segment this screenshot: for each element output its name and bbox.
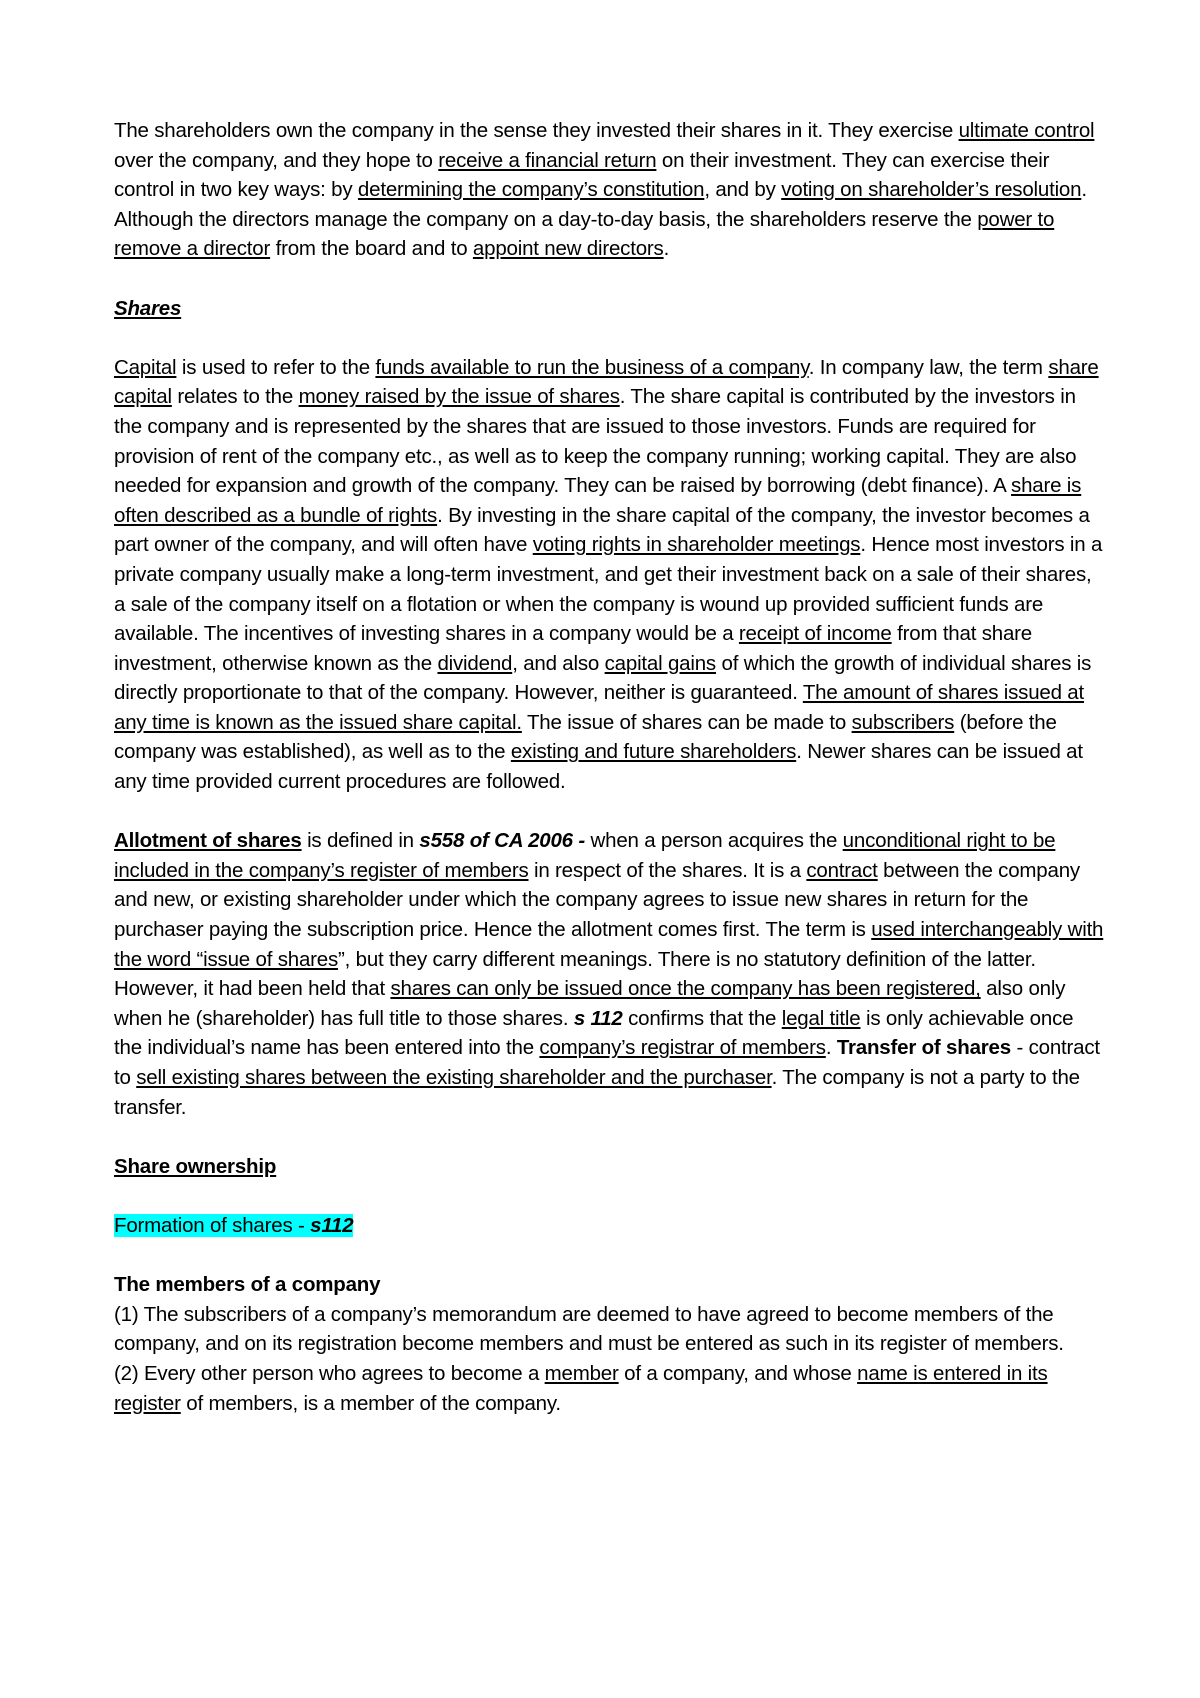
underlined-phrase: capital gains: [604, 651, 716, 675]
underlined-phrase: power to remove a director: [114, 207, 1055, 261]
blank-line: [114, 323, 1104, 353]
highlighted-text: Formation of shares - s112: [114, 1213, 354, 1237]
blank-line: [114, 1241, 1104, 1271]
underlined-phrase: Capital: [114, 355, 177, 379]
underlined-phrase: shares can only be issued once the company has been registered,: [390, 977, 981, 1001]
underlined-phrase: share is often described as a bundle of rights: [114, 474, 1082, 527]
underlined-phrase: legal title: [781, 1006, 861, 1030]
statute-reference: s558 of CA 2006 -: [419, 829, 586, 853]
blank-line: [114, 1122, 1104, 1152]
underlined-phrase: The amount of shares issued at any time is known as the issued share capital.: [114, 681, 1084, 734]
underlined-phrase: sell existing shares between the existing shareholder and the purchaser: [136, 1066, 772, 1089]
underlined-phrase: share capital: [114, 355, 1099, 409]
underlined-phrase: voting rights in shareholder meetings: [532, 533, 861, 557]
paragraph-directors: Although the directors manage the company on a day-to-day basis, the shareholders reserve the power to remove a director from the board and to appoint new directors.: [114, 207, 1055, 261]
heading-shares: Shares: [114, 296, 182, 320]
underlined-phrase: name is entered in its register: [114, 1361, 1048, 1415]
underlined-phrase: funds available to run the business of a company: [375, 355, 809, 379]
underlined-phrase: money raised by the issue of shares: [298, 385, 620, 409]
underlined-phrase: voting on shareholder’s resolution: [781, 178, 1082, 202]
underlined-phrase: appoint new directors: [472, 237, 664, 261]
paragraph-shareholders: The shareholders own the company in the sense they invested their shares in it. They exercise ultimate control over the company, and they hope to receive a financial return on their investment. They can exercise their control in two key ways: by determining the company’s constitution, and by voting on shareholder’s resolution.: [114, 119, 1095, 202]
underlined-phrase: unconditional right to be included in the company’s register of members: [114, 829, 1056, 882]
underlined-phrase: ultimate control: [958, 119, 1095, 142]
bold-term: Transfer of shares: [836, 1036, 1011, 1060]
underlined-phrase: existing and future shareholders: [510, 740, 797, 764]
underlined-phrase: receive a financial return: [438, 148, 657, 172]
underlined-phrase: dividend: [437, 651, 513, 675]
members-clause-2: (2) Every other person who agrees to become a member of a company, and whose name is entered in its register of members, is a member of the company.: [114, 1361, 1048, 1415]
underlined-phrase: company’s registrar of members: [539, 1036, 826, 1060]
paragraph-capital: Capital is used to refer to the funds available to run the business of a company. In company law, the term share capital relates to the money raised by the issue of shares. The share capital is contributed by the investors in the company and is represented by the shares that are issued to those investors. Funds are required for provision of rent of the company etc., as well as to keep the company running; working capital. They are also needed for expansion and growth of the company. They can be raised by borrowing (debt finance). A share is often described as a bundle of rights. By investing in the share capital of the company, the investor becomes a part owner of the company, and will often have voting rights in shareholder meetings. Hence most investors in a private company usually make a long-term investment, and get their investment back on a sale of their shares, a sale of the company itself on a flotation or when the company is wound up provided sufficient funds are available. The incentives of investing shares in a company would be a receipt of income from that share investment, otherwise known as the dividend, and also capital gains of which the growth of individual shares is directly proportionate to that of the company. However, neither is guaranteed. The amount of shares issued at any time is known as the issued share capital. The issue of shares can be made to subscribers (before the company was established), as well as to the existing and future shareholders. Newer shares can be issued at any time provided current procedures are followed.: [114, 355, 1103, 794]
blank-line: [114, 1181, 1104, 1211]
underlined-phrase: subscribers: [851, 710, 955, 734]
paragraph-allotment: Allotment of shares is defined in s558 of CA 2006 - when a person acquires the unconditional right to be included in the company’s register of members in respect of the shares. It is a contract between the company and new, or existing shareholder under which the company agrees to issue new shares in return for the purchaser paying the subscription price. Hence the allotment comes first. The term is used interchangeably with the word “issue of shares”, but they carry different meanings. There is no statutory definition of the latter. However, it had been held that shares can only be issued once the company has been registered, also only when he (shareholder) has full title to those shares. s 112 confirms that the legal title is only achievable once the individual’s name has been entered into the company’s registrar of members. Transfer of shares - contract to sell existing shares between the existing shareholder and the purchaser. The company is not a party to the transfer.: [114, 829, 1104, 1119]
document-page: [114, 116, 1104, 1418]
underlined-phrase: member: [544, 1361, 619, 1385]
underlined-phrase: receipt of income: [738, 622, 892, 646]
underlined-phrase: used interchangeably with the word “issue of shares: [114, 918, 1104, 971]
blank-line: [114, 797, 1104, 827]
members-heading: The members of a company: [114, 1273, 381, 1297]
formation-heading: [114, 1211, 1104, 1241]
heading-share-ownership: Share ownership: [114, 1154, 277, 1178]
blank-line: [114, 264, 1104, 294]
underlined-phrase: contract: [806, 858, 878, 882]
statute-reference: s 112: [573, 1006, 623, 1030]
underlined-phrase: Allotment of shares: [114, 829, 302, 853]
members-clause-1: (1) The subscribers of a company’s memorandum are deemed to have agreed to become members of the company, and on its registration become members and must be entered as such in its register of members.: [114, 1302, 1064, 1356]
underlined-phrase: determining the company’s constitution: [357, 178, 705, 202]
